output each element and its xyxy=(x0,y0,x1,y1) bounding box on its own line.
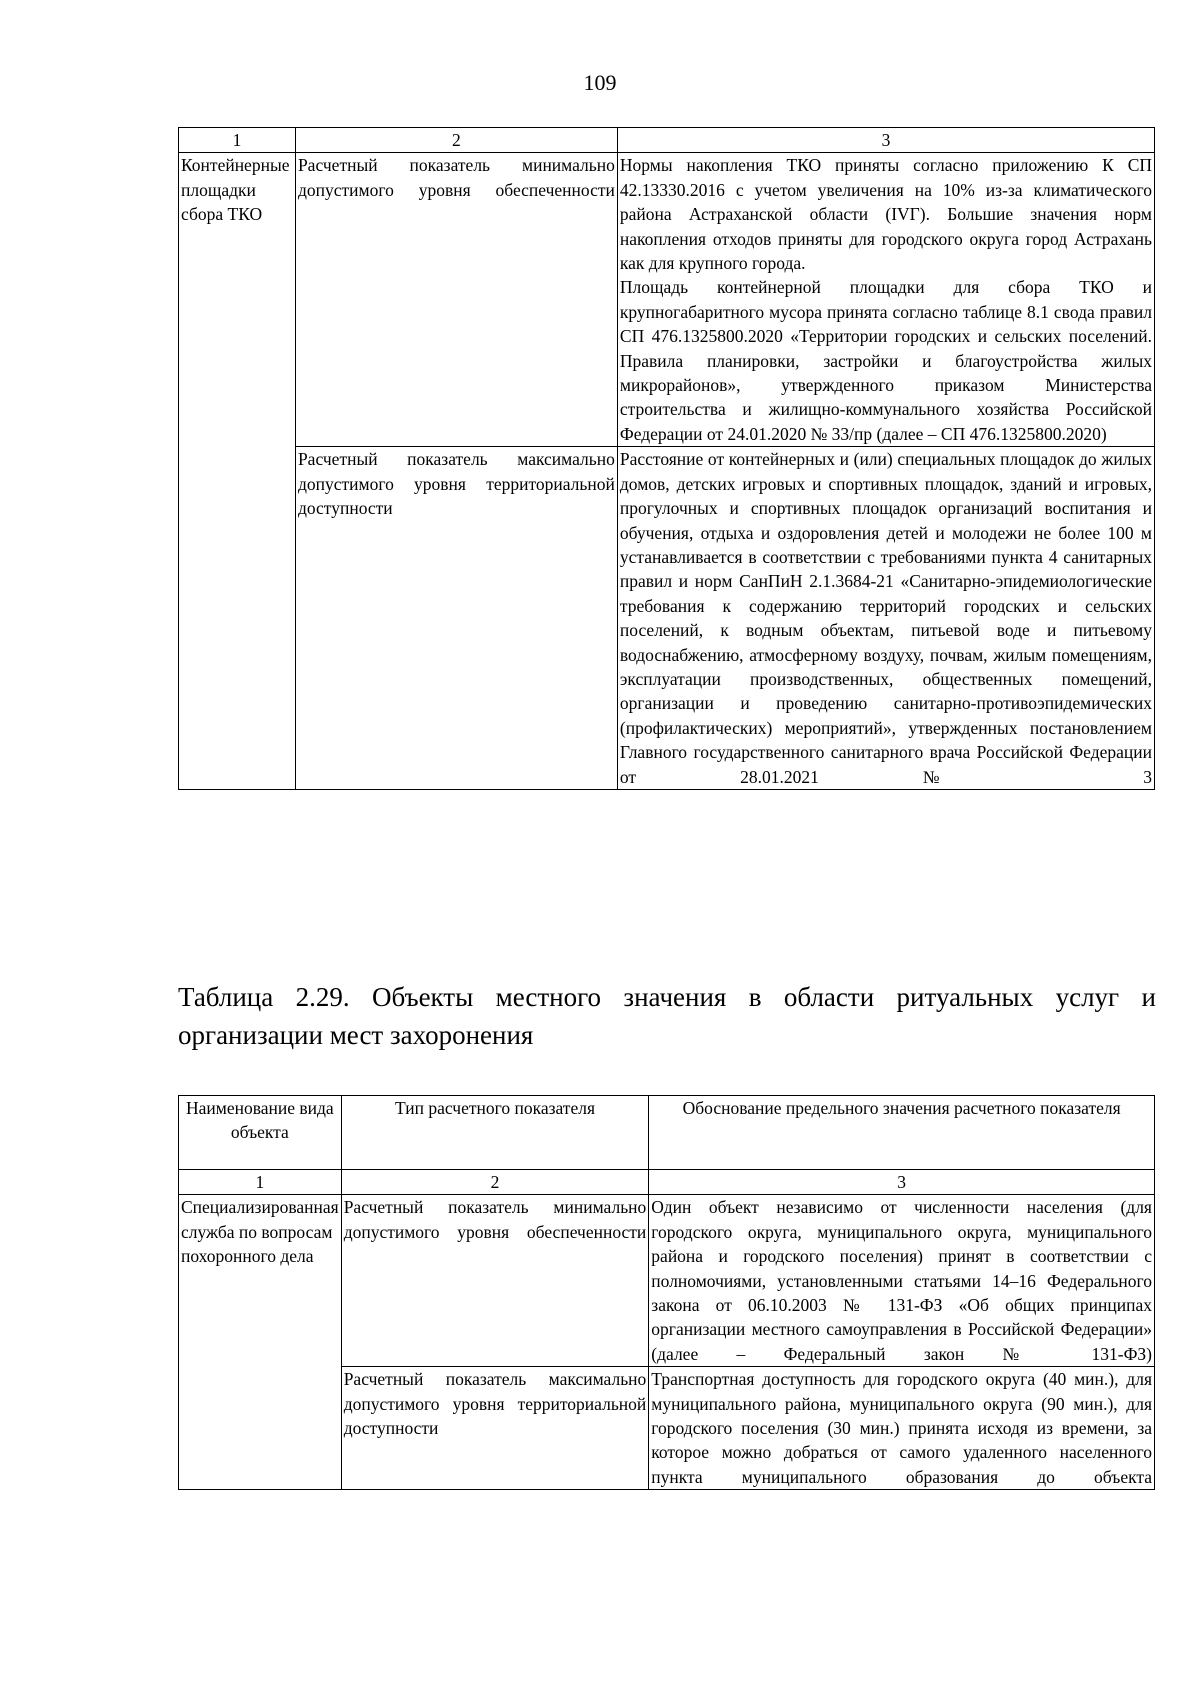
table-caption: Таблица 2.29. Объекты местного значения в области ритуальных услуг и организации мест захоронения xyxy=(178,982,1156,1050)
justification-cell: Один объект независимо от численности населения (для городского округа, муниципального округа, муниципального района и городского поселения) принят в соответствии с полномочиями, установленными статьями 14–16 Федерального закона от 06.10.2003 № 131-ФЗ «Об общих принципах организации местного самоуправления в Российской Федерации» (далее – Федеральный закон № 131-ФЗ) xyxy=(649,1195,1155,1367)
table-row xyxy=(179,153,1155,447)
indicator-cell: Расчетный показатель минимально допустимого уровня обеспеченности xyxy=(341,1195,649,1367)
justification-paragraph: Площадь контейнерной площадки для сбора ТКО и крупногабаритного мусора принята согласно таблице 8.1 свода правил СП 476.1325800.2020 «Территории городских и сельских поселений. Правила планировки, застройки и благоустройства жилых микрорайонов», утвержденного приказом Министерства строительства и жилищно-коммунального хозяйства Российской Федерации от 24.01.2020 № 33/пр (далее – СП 476.1325800.2020) xyxy=(619,277,1152,444)
column-title-3: Обоснование предельного значения расчетного показателя xyxy=(649,1096,1155,1170)
indicator-cell: Расчетный показатель минимально допустимого уровня обеспеченности xyxy=(295,153,617,447)
object-type-cell: Специализированная служба по вопросам похоронного дела xyxy=(179,1195,342,1490)
indicator-cell: Расчетный показатель максимально допустимого уровня территориальной доступности xyxy=(295,447,617,790)
indicator-cell: Расчетный показатель максимально допустимого уровня территориальной доступности xyxy=(341,1367,649,1490)
table-row xyxy=(179,447,1155,790)
header-col-2: 2 xyxy=(295,128,617,153)
table-row xyxy=(179,1195,1155,1367)
header-col-3: 3 xyxy=(649,1170,1155,1195)
table-header-row xyxy=(179,1170,1155,1195)
justification-cell: Транспортная доступность для городского округа (40 мин.), для муниципального района, муниципального округа (90 мин.), для городского поселения (30 мин.) принята исходя из времени, за которое можно добраться от самого удаленного населенного пункта муниципального образования до объекта xyxy=(649,1367,1155,1490)
table-1 xyxy=(178,127,1155,790)
page-number: 109 xyxy=(583,70,617,95)
justification-paragraph: Нормы накопления ТКО приняты согласно приложению К СП 42.13330.2016 с учетом увеличения на 10% из-за климатического района Астраханской области (IVГ). Большие значения норм накопления отходов приняты для городского округа город Астрахань как для крупного города. xyxy=(619,155,1152,274)
header-col-1: 1 xyxy=(179,128,296,153)
header-col-3: 3 xyxy=(617,128,1154,153)
justification-cell xyxy=(617,153,1154,447)
header-col-1: 1 xyxy=(179,1170,342,1195)
header-col-2: 2 xyxy=(341,1170,649,1195)
table-header-row xyxy=(179,128,1155,153)
table-2 xyxy=(178,1095,1155,1490)
justification-cell: Расстояние от контейнерных и (или) специальных площадок до жилых домов, детских игровых и спортивных площадок, зданий и игровых, прогулочных и спортивных площадок организаций воспитания и обучения, отдыха и оздоровления детей и молодежи не более 100 м устанавливается в соответствии с требованиями пункта 4 санитарных правил и норм СанПиН 2.1.3684-21 «Санитарно-эпидемиологические требования к содержанию территорий городских и сельских поселений, к водным объектам, питьевой воде и питьевому водоснабжению, атмосферному воздуху, почвам, жилым помещениям, эксплуатации производственных, общественных помещений, организации и проведению санитарно-противоэпидемических (профилактических) мероприятий», утвержденных постановлением Главного государственного санитарного врача Российской Федерации от 28.01.2021 № 3 xyxy=(617,447,1154,790)
column-title-1: Наименование вида объекта xyxy=(179,1096,342,1170)
table-title-row xyxy=(179,1096,1155,1170)
column-title-2: Тип расчетного показателя xyxy=(341,1096,649,1170)
object-type-cell: Контейнерные площадки сбора ТКО xyxy=(179,153,296,790)
